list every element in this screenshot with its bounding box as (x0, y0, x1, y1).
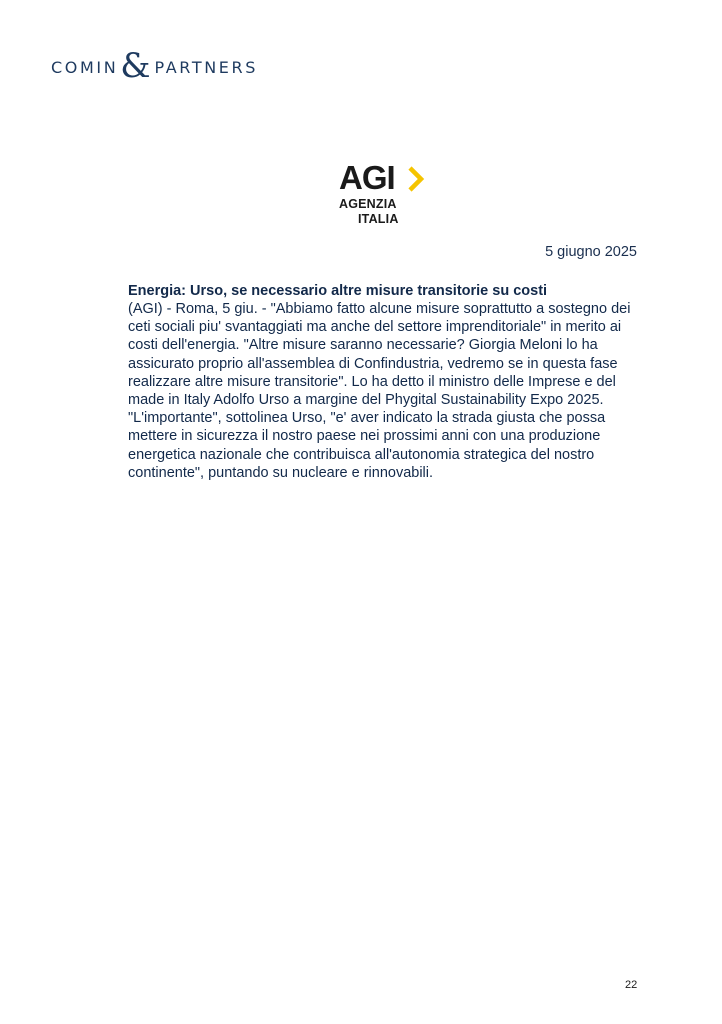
article-date: 5 giugno 2025 (545, 244, 637, 260)
article (128, 282, 640, 482)
article-headline: Energia: Urso, se necessario altre misure transitorie su costi (128, 283, 548, 299)
brand-name-left: COMIN (51, 57, 119, 77)
agi-logo (339, 160, 449, 230)
agi-logo-line2: ITALIA (358, 212, 399, 226)
agi-chevron-icon (406, 166, 426, 192)
comin-partners-logo (51, 46, 258, 86)
article-body: (AGI) - Roma, 5 giu. - "Abbiamo fatto alcune misure soprattutto a sostegno dei ceti sociali piu' svantaggiati ma anche del settore imprenditoriale" in merito ai costi dell'energia. "Altre misure saranno necessarie? Giorgia Meloni lo ha assicurato proprio all'assemblea di Confindustria, vedremo se in questa fase realizzare altre misure transitorie". Lo ha detto il ministro delle Imprese e del made in Italy Adolfo Urso a margine del Phygital Sustainability Expo 2025. "L'importante", sottolinea Urso, "e' aver indicato la strada giusta che possa mettere in sicurezza il nostro paese nei prossimi anni con una produzione energetica nazionale che contribuisca all'autonomia strategica del nostro continente", puntando su nucleare e rinnovabili. (128, 301, 631, 481)
brand-ampersand: & (120, 46, 151, 86)
page-number: 22 (625, 979, 638, 991)
agi-logo-line1: AGENZIA (339, 197, 397, 211)
brand-name-right: PARTNERS (154, 57, 258, 77)
agi-logo-wordmark: AGI (339, 159, 395, 196)
